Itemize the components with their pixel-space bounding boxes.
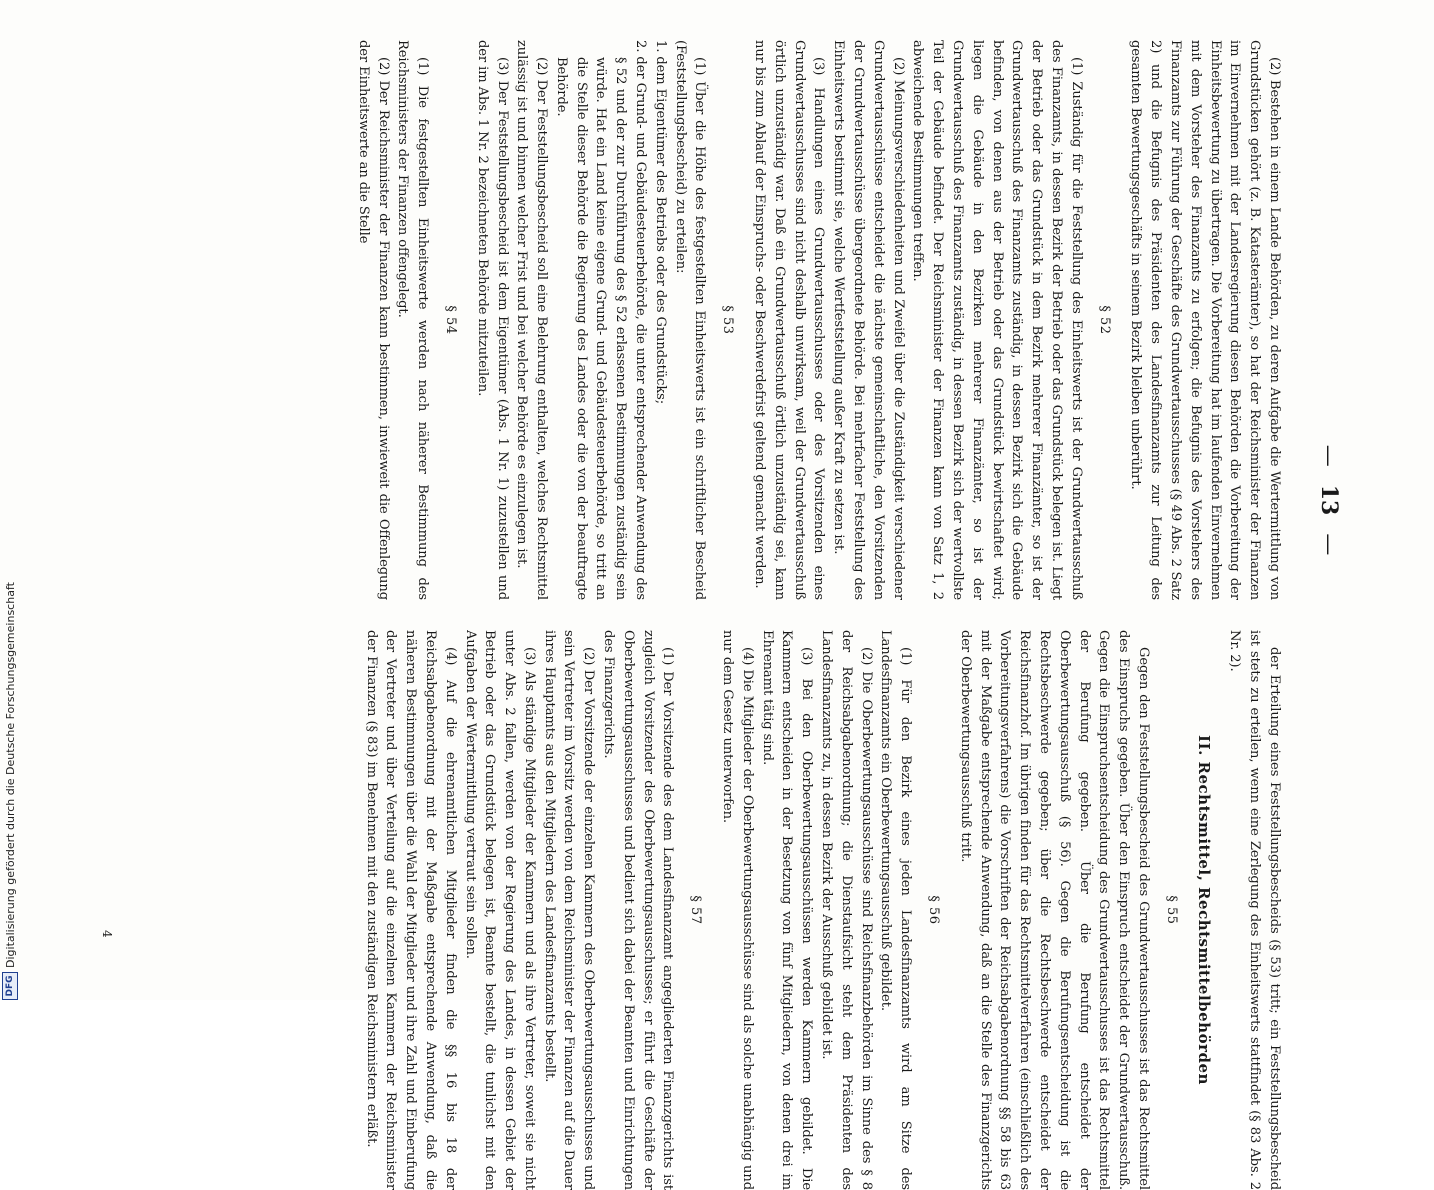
left-column bbox=[174, 630, 1284, 1190]
page-number: 13 bbox=[1316, 484, 1342, 516]
paragraph: (4) Die Mitglieder der Oberbewertungsausschüsse sind als solche unabhängig und nur dem Gesetz unterworfen. bbox=[720, 630, 755, 1190]
right-column bbox=[174, 40, 1284, 600]
paragraph: (2) Der Vorsitzende der einzelnen Kammern des Oberbewertungsausschusses und sein Vertreter im Vorsitz werden von dem Reichsminister der Finanzen auf die Dauer ihres Hauptamts aus den Mitgliedern des Landesfinanzamts bestellt. bbox=[541, 630, 597, 1190]
digitization-footer bbox=[0, 0, 20, 1000]
paragraph: (3) Als ständige Mitglieder der Kammern und als ihre Vertreter, soweit sie nicht unter Abs. 2 fallen, werden von der Regierung des Landes, in dessen Gebiet der Betrieb oder das Grundstück belegen ist, Beamte bestellt, die tunlichst mit den Aufgaben der Wertermittlung vertraut sein sollen. bbox=[462, 630, 537, 1190]
section-number: § 52 bbox=[1096, 305, 1112, 335]
section-number: § 57 bbox=[688, 895, 704, 925]
section-number: § 53 bbox=[720, 305, 736, 335]
paragraph: (2) Meinungsverschiedenheiten und Zweifel über die Zuständigkeit verschiedener Grundwertausschüsse entscheidet die nächste gemeinschaftliche, den Vorsitzenden der Grundwertausschüsse übergeordnete Behörde. Bei mehrfacher Feststellung des Einheitswerts bestimmt sie, welche Wertfeststellung außer Kraft zu setzen ist. bbox=[831, 40, 906, 600]
paragraph: (2) Der Feststellungsbescheid soll eine Belehrung enthalten, welches Rechtsmittel zulässig ist und binnen welcher Frist und bei welcher Behörde es einzulegen ist. bbox=[514, 40, 550, 600]
paragraph: (2) Bestehen in einem Lande Behörden, zu deren Aufgabe die Wertermittlung von Grundstücken gehört (z. B. Katasterämter), so hat der Reichsminister der Finanzen im Einvernehmen mit der Landesregierung diesen Behörden die Vorbereitung der Einheitsbewertung zu übertragen. Die Vorbereitung hat im laufenden Einvernehmen mit dem Vorsteher des Finanzamts zu erfolgen; die Befugnis des Vorstehers des Finanzamts zur Führung der Geschäfte des Grundwertausschusses (§ 49 Abs. 2 Satz 2) und die Befugnis des Präsidenten des Landesfinanzamts zur Leitung des gesamten Bewertungsgeschäfts in seinem Bezirk bleiben unberührt. bbox=[1128, 40, 1282, 600]
paragraph: der Erteilung eines Feststellungsbescheids (§ 53) tritt; ein Feststellungsbescheid ist stets zu erteilen, wenn eine Zerlegung des Einheitswerts stattfindet (§ 83 Abs. 2 Nr. 2). bbox=[1227, 630, 1282, 1190]
paragraph: (1) Über die Höhe des festgestellten Einheitswerts ist ein schriftlicher Bescheid (Feststellungsbescheid) zu erteilen: bbox=[672, 40, 708, 600]
section-number: § 54 bbox=[442, 305, 458, 335]
paragraph: (1) Der Vorsitzende des dem Landesfinanzamt angegliederten Finanzgerichts ist zugleich Vorsitzender des Oberbewertungsausschusses; er führt die Geschäfte der Oberbewertungsausschusses und bedient sich dabei der Beamten und Einrichtungen des Finanzgerichts. bbox=[601, 630, 676, 1190]
footer-text: Digitalisierung gefördert durch die Deutsche Forschungsgemeinschaft bbox=[3, 582, 17, 968]
paragraph: (1) Die festgestellten Einheitswerte werden nach näherer Bestimmung des Reichsministers der Finanzen offengelegt. bbox=[395, 40, 431, 600]
section-number: § 56 bbox=[926, 895, 942, 925]
page-header bbox=[1316, 0, 1342, 1000]
paragraph: (3) Bei den Oberbewertungsausschüssen werden Kammern gebildet. Die Kammern entscheiden in der Besetzung von fünf Mitgliedern, von denen drei im Ehrenamt tätig sind. bbox=[759, 630, 815, 1190]
paragraph: (3) Handlungen eines Grundwertausschusses oder des Vorsitzenden eines Grundwertausschusses sind nicht deshalb unwirksam, weil der Grundwertausschuß örtlich unzuständig war. Daß ein Grundwertausschuß örtlich unzuständig sei, kann nur bis zum Ablauf der Einspruchs- oder Beschwerdefrist geltend gemacht werden. bbox=[752, 40, 827, 600]
paragraph: (2) Der Reichsminister der Finanzen kann bestimmen, inwieweit die Offenlegung der Einheitswerte an die Stelle bbox=[355, 40, 391, 600]
paragraph: (3) Der Feststellungsbescheid ist dem Eigentümer (Abs. 1 Nr. 1) zuzustellen und der im Abs. 1 Nr. 2 bezeichneten Behörde mitzuteilen. bbox=[474, 40, 510, 600]
paragraph: (4) Auf die ehrenamtlichen Mitglieder finden die §§ 16 bis 18 der Reichsabgabenordnung mit der Maßgabe entsprechende Anwendung, daß die näheren Bestimmungen über die Wahl der Mitglieder und ihre Zahl und Einberufung der Vertreter und über Verteilung auf die einzelnen Kammern der Reichsminister der Finanzen (§ 83) im Benehmen mit den zuständigen Reichsministern erläßt. bbox=[363, 630, 458, 1190]
signature-mark: 4 bbox=[100, 930, 114, 938]
paragraph: (2) Die Oberbewertungsausschüsse sind Reichsfinanzbehörden im Sinne des § 8 der Reichsabgabenordnung; die Dienstaufsicht steht dem Präsidenten des Landesfinanzamts zu, in dessen Bezirk der Ausschuß gebildet ist. bbox=[819, 630, 874, 1190]
header-dash-left: — bbox=[1316, 444, 1342, 467]
header-dash-right: — bbox=[1316, 533, 1342, 556]
paragraph: Gegen den Feststellungsbescheid des Grundwertausschusses ist das Rechtsmittel des Einspruchs gegeben. Über den Einspruch entscheidet der Grundwertausschuß. Gegen die Einspruchsentscheidung des Grundwertausschusses ist das Rechtsmittel der Berufung gegeben. Über die Berufung entscheidet der Oberbewertungsausschuß (§ 56). Gegen die Berufungsentscheidung ist die Rechtsbeschwerde gegeben; über die Rechtsbeschwerde entscheidet der Reichsfinanzhof. Im übrigen finden für das Rechtsmittelverfahren (einschließlich des Vorbereitungsverfahrens) die Vorschriften der Reichsabgabenordnung §§ 58 bis 63 mit der Maßgabe entsprechende Anwendung, daß an die Stelle des Finanzgerichts der Oberbewertungsausschuß tritt. bbox=[957, 630, 1152, 1190]
list-item: 2. der Grund- und Gebäudesteuerbehörde, die unter entsprechender Anwendung des § 52 und der zur Durchführung des § 52 erlassenen Bestimmungen zuständig sein würde. Hat ein Land keine eigene Grund- und Gebäudesteuerbehörde, so tritt an die Stelle dieser Behörde die Regierung des Landes oder die von der beauftragte Behörde. bbox=[553, 40, 649, 600]
list-item: 1. dem Eigentümer des Betriebs oder des Grundstücks; bbox=[652, 40, 668, 405]
chapter-heading: II. Rechtsmittel, Rechtsmittelbehörden bbox=[1194, 735, 1213, 1085]
paragraph: (1) Zuständig für die Feststellung des Einheitswerts ist der Grundwertausschuß des Finanzamts, in dessen Bezirk der Betrieb oder das Grundstück belegen ist. Liegt der Betrieb oder das Grundstück in dem Bezirk mehrerer Finanzämter, so ist der Grundwertausschuß des Finanzamts zuständig, in dessen Bezirk sich die Gebäude befinden, von denen aus der Betrieb oder das Grundstück bewirtschaftet wird; liegen die Gebäude in den Bezirken mehrerer Finanzämter, so ist der Grundwertausschuß des Finanzamts zuständig, in dessen Bezirk sich der wertvollste Teil der Gebäude befindet. Der Reichsminister der Finanzen kann von Satz 1, 2 abweichende Bestimmungen treffen. bbox=[910, 40, 1084, 600]
dfg-logo-icon: DFG bbox=[2, 972, 18, 1000]
paragraph: (1) Für den Bezirk eines jeden Landesfinanzamts wird am Sitze des Landesfinanzamts ein Oberbewertungsausschuß gebildet. bbox=[878, 630, 914, 1190]
section-number: § 55 bbox=[1163, 895, 1179, 925]
